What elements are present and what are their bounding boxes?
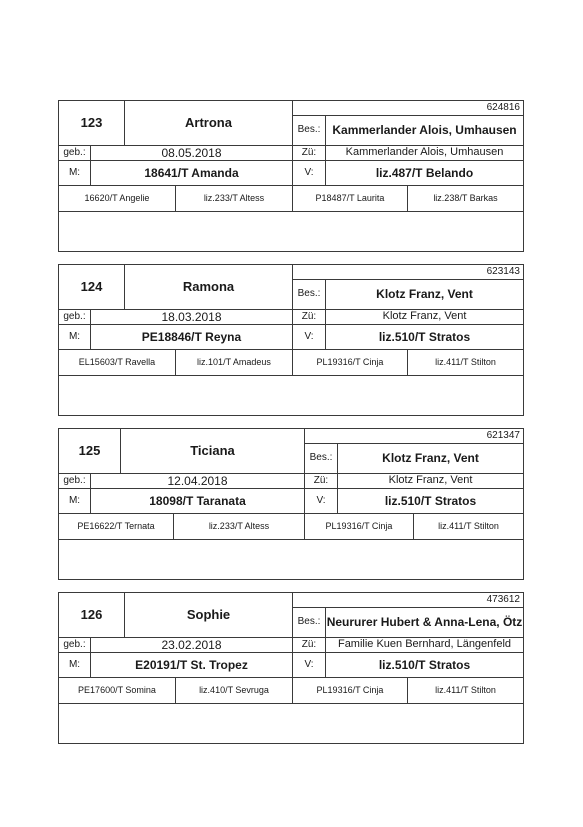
breeder-label: Zü: — [292, 637, 326, 653]
animal-number: 123 — [58, 100, 125, 146]
breeder-label: Zü: — [292, 309, 326, 325]
animal-card — [58, 428, 524, 580]
father-label: V: — [292, 160, 326, 186]
animal-name: Ticiana — [120, 428, 305, 474]
father-label: V: — [304, 488, 338, 514]
owner-value: Klotz Franz, Vent — [337, 443, 524, 474]
born-label: geb.: — [58, 309, 91, 325]
animal-number: 124 — [58, 264, 125, 310]
father-value: liz.487/T Belando — [325, 160, 524, 186]
grandparent-mf: liz.101/T Amadeus — [175, 349, 293, 376]
owner-value: Klotz Franz, Vent — [325, 279, 524, 310]
grandparent-mf: liz.233/T Altess — [175, 185, 293, 212]
owner-label: Bes.: — [292, 279, 326, 310]
breeder-label: Zü: — [304, 473, 338, 489]
notes-area — [58, 539, 524, 580]
grandparent-mf: liz.233/T Altess — [173, 513, 305, 540]
grandparent-mm: EL15603/T Ravella — [58, 349, 176, 376]
father-value: liz.510/T Stratos — [337, 488, 524, 514]
animal-name: Ramona — [124, 264, 293, 310]
breeder-label: Zü: — [292, 145, 326, 161]
mother-value: 18098/T Taranata — [90, 488, 305, 514]
animal-name: Artrona — [124, 100, 293, 146]
breeder-value: Klotz Franz, Vent — [325, 309, 524, 325]
breeder-value: Kammerlander Alois, Umhausen — [325, 145, 524, 161]
mother-value: PE18846/T Reyna — [90, 324, 293, 350]
born-label: geb.: — [58, 145, 91, 161]
notes-area — [58, 703, 524, 744]
animal-card — [58, 100, 524, 252]
grandparent-ff: liz.411/T Stilton — [407, 677, 524, 704]
animal-code: 624816 — [292, 100, 524, 116]
animal-code: 623143 — [292, 264, 524, 280]
father-label: V: — [292, 652, 326, 678]
notes-area — [58, 375, 524, 416]
born-label: geb.: — [58, 637, 91, 653]
animal-name: Sophie — [124, 592, 293, 638]
grandparent-mf: liz.410/T Sevruga — [175, 677, 293, 704]
mother-value: E20191/T St. Tropez — [90, 652, 293, 678]
breeder-value: Klotz Franz, Vent — [337, 473, 524, 489]
notes-area — [58, 211, 524, 252]
animal-card — [58, 264, 524, 416]
owner-label: Bes.: — [304, 443, 338, 474]
animal-card — [58, 592, 524, 744]
born-date: 18.03.2018 — [90, 309, 293, 325]
animal-number: 125 — [58, 428, 121, 474]
breeder-value: Familie Kuen Bernhard, Längenfeld — [325, 637, 524, 653]
born-label: geb.: — [58, 473, 91, 489]
grandparent-ff: liz.411/T Stilton — [407, 349, 524, 376]
mother-label: M: — [58, 324, 91, 350]
born-date: 23.02.2018 — [90, 637, 293, 653]
grandparent-ff: liz.238/T Barkas — [407, 185, 524, 212]
father-value: liz.510/T Stratos — [325, 324, 524, 350]
owner-label: Bes.: — [292, 607, 326, 638]
owner-value: Neururer Hubert & Anna-Lena, Ötz — [325, 607, 524, 638]
grandparent-mm: PE16622/T Ternata — [58, 513, 174, 540]
owner-value: Kammerlander Alois, Umhausen — [325, 115, 524, 146]
grandparent-fm: PL19316/T Cinja — [292, 349, 408, 376]
mother-label: M: — [58, 652, 91, 678]
animal-number: 126 — [58, 592, 125, 638]
animal-code: 473612 — [292, 592, 524, 608]
mother-label: M: — [58, 488, 91, 514]
born-date: 12.04.2018 — [90, 473, 305, 489]
animal-code: 621347 — [304, 428, 524, 444]
grandparent-mm: PE17600/T Somina — [58, 677, 176, 704]
grandparent-mm: 16620/T Angelie — [58, 185, 176, 212]
father-value: liz.510/T Stratos — [325, 652, 524, 678]
mother-label: M: — [58, 160, 91, 186]
grandparent-fm: P18487/T Laurita — [292, 185, 408, 212]
father-label: V: — [292, 324, 326, 350]
grandparent-fm: PL19316/T Cinja — [292, 677, 408, 704]
owner-label: Bes.: — [292, 115, 326, 146]
born-date: 08.05.2018 — [90, 145, 293, 161]
grandparent-fm: PL19316/T Cinja — [304, 513, 414, 540]
grandparent-ff: liz.411/T Stilton — [413, 513, 524, 540]
mother-value: 18641/T Amanda — [90, 160, 293, 186]
